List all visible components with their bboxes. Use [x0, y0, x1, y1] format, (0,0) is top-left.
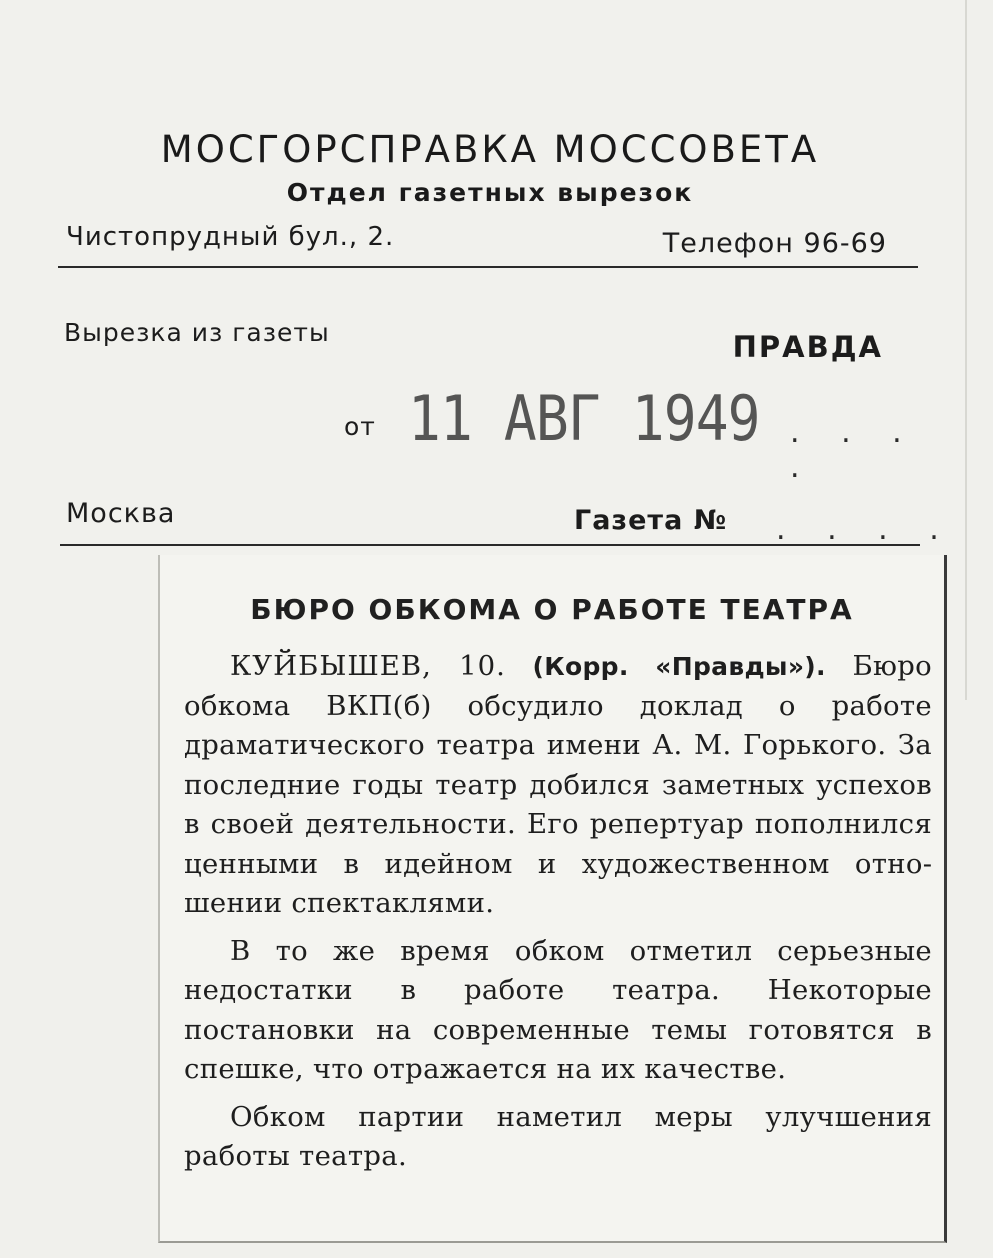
newspaper-clipping	[158, 555, 947, 1243]
newspaper-name: ПРАВДА	[732, 330, 883, 364]
issue-number-dots: . . . .	[776, 512, 955, 547]
issue-number-label: Газета №	[574, 505, 728, 536]
agency-title: МОСГОРСПРАВКА МОССОВЕТА	[160, 128, 820, 171]
article-dateline: КУЙБЫШЕВ, 10.	[230, 650, 506, 682]
agency-phone: Телефон 96-69	[662, 228, 887, 259]
header-divider	[58, 266, 918, 268]
article-paragraph-3: Обком партии наметил меры улучшения работы театра.	[184, 1100, 932, 1172]
article-correspondent: (Корр. «Правды»).	[532, 652, 826, 681]
cut-from-label: Вырезка из газеты	[64, 318, 330, 347]
department-subtitle: Отдел газетных вырезок	[286, 178, 694, 207]
date-dots: . . . .	[790, 415, 918, 485]
article-headline: БЮРО ОБКОМА О РАБОТЕ ТЕАТРА	[250, 593, 854, 626]
article-paragraph-2: В то же время обком отметил серьезные недостатки в работе театра. Некоторые постановки на современные темы готовятся в спешке, что отражается на их качестве.	[184, 934, 932, 1085]
article-paragraph-1-text: Бюро обкома ВКП(б) обсудило доклад о работе драматического театра имени А. М. Горького. За последние годы театр добился заметных успехов в своей деятельности. Его репертуар пополнился ценными в идейном и художественном отношении спектаклями.	[184, 650, 932, 919]
city-label: Москва	[66, 498, 176, 529]
agency-address: Чистопрудный бул., 2.	[66, 222, 395, 252]
article-paragraph	[184, 647, 932, 924]
date-from-label: от	[344, 412, 376, 441]
article-body	[184, 647, 932, 1185]
form-divider	[60, 544, 920, 546]
date-stamp: 11 АВГ 1949	[408, 382, 760, 455]
